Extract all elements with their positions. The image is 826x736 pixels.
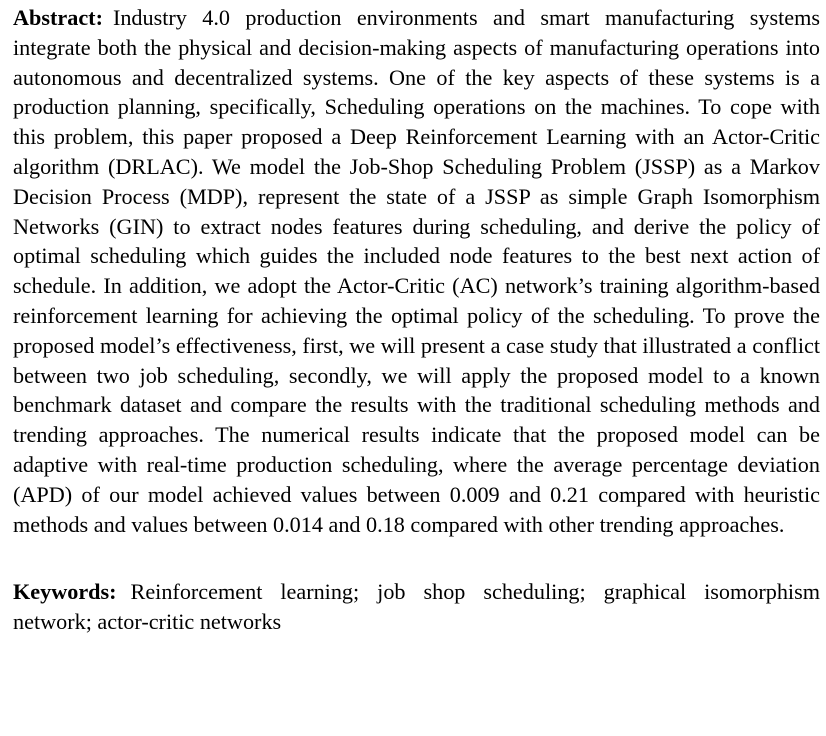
- keywords-paragraph: [13, 577, 820, 637]
- abstract-paragraph: [13, 3, 820, 539]
- keywords-text: Reinforcement learning; job shop scheduling; graphical isomorphism network; actor-critic networks: [13, 579, 820, 635]
- keywords-label: Keywords:: [13, 579, 117, 605]
- abstract-text: Industry 4.0 production environments and smart manufacturing systems integrate both the physical and decision-making aspects of manufacturing operations into autonomous and decentralized systems. One of the key aspects of these systems is a production planning, specifically, Scheduling operations on the machines. To cope with this problem, this paper proposed a Deep Reinforcement Learning with an Actor-Critic algorithm (DRLAC). We model the Job-Shop Scheduling Problem (JSSP) as a Markov Decision Process (MDP), represent the state of a JSSP as simple Graph Isomorphism Networks (GIN) to extract nodes features during scheduling, and derive the policy of optimal scheduling which guides the included node features to the best next action of schedule. In addition, we adopt the Actor-Critic (AC) network’s training algorithm-based reinforcement learning for achieving the optimal policy of the scheduling. To prove the proposed model’s effectiveness, first, we will present a case study that illustrated a conflict between two job scheduling, secondly, we will apply the proposed model to a known benchmark dataset and compare the results with the traditional scheduling methods and trending approaches. The numerical results indicate that the proposed model can be adaptive with real-time production scheduling, where the average percentage deviation (APD) of our model achieved values between 0.009 and 0.21 compared with heuristic methods and values between 0.014 and 0.18 compared with other trending approaches.: [13, 5, 820, 537]
- paper-page: [13, 3, 820, 637]
- abstract-label: Abstract:: [13, 5, 103, 30]
